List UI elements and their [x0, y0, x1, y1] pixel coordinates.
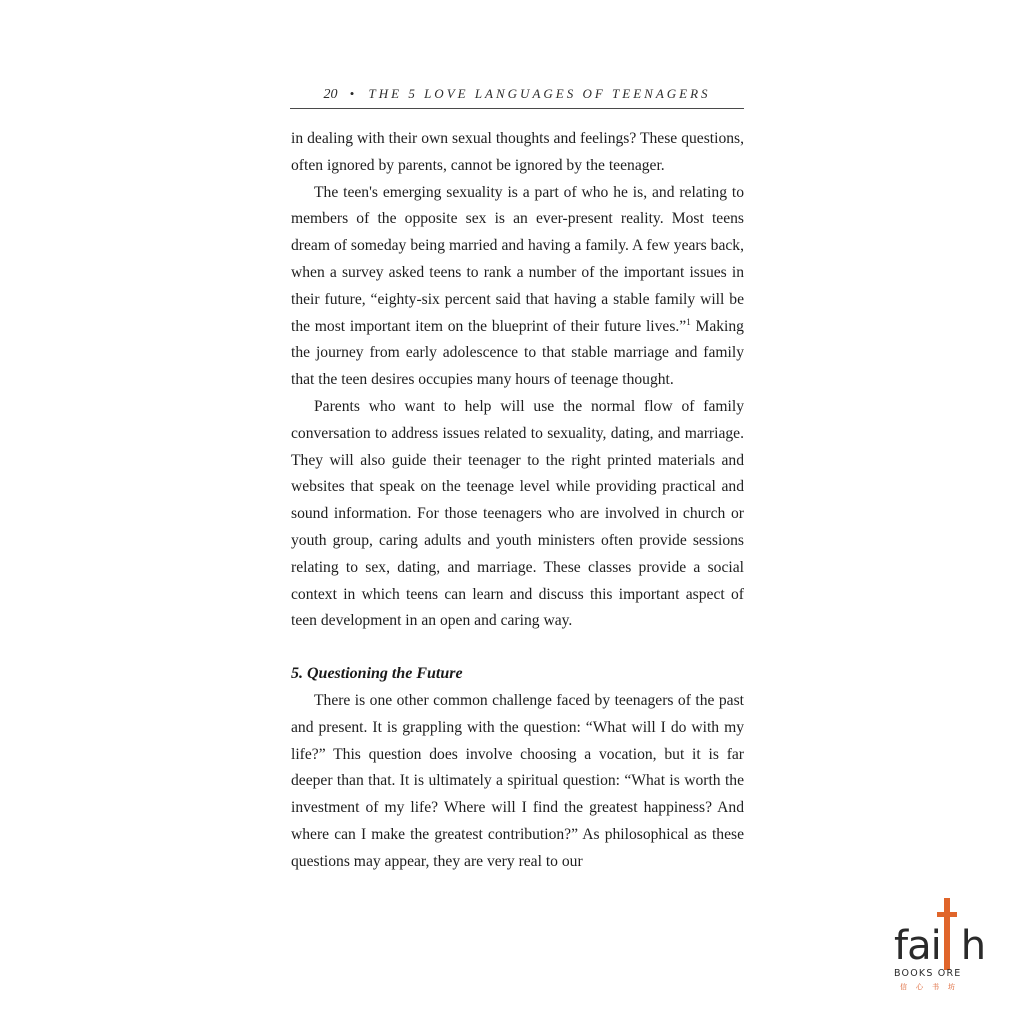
paragraph-2-continuation: Making the journey from early adolescence to that stable marriage and family that the teen desires occupies many hours of teenage thought. — [291, 317, 744, 389]
footnote-mark: 1 — [686, 316, 691, 327]
section-paragraph: There is one other common challenge faced by teenagers of the past and present. It is grappling with the question: “What will I do with my life?” This question does involve choosing a vocation, but it is far deeper than that. It is ultimately a spiritual question: “What is worth the investment of my life? Where will I find the greatest happiness? And where can I make the greatest contribution?” As philosophical as these questions may appear, they are very real to our — [291, 691, 744, 870]
faith-bookstore-logo — [890, 898, 990, 994]
logo-subtitle: BOOKS ORE — [894, 968, 962, 979]
running-head — [290, 86, 744, 106]
paragraph-2-text: The teen's emerging sexuality is a part of who he is, and relating to members of the opposite sex is an ever-present reality. Most teens dream of someday being married and having a family. A few years back, when a survey asked teens to rank a number of the important issues in their future, “eighty-six percent said that having a stable family will be the most important item on the blueprint of their future lives.” — [291, 183, 744, 335]
logo-chinese-text: 信心书坊 — [900, 983, 964, 991]
page-number: 20 — [323, 87, 338, 102]
logo-word-left: fai — [894, 923, 941, 969]
paragraph-3: Parents who want to help will use the normal flow of family conversation to address issues related to sexuality, dating, and marriage. They will also guide their teenager to the right printed materials and websites that speak on the teenage level while providing practical and sound information. For those teenagers who are involved in church or youth group, caring adults and youth ministers often provide sessions relating to sex, dating, and marriage. These classes provide a social context in which teens can learn and discuss this important aspect of teen development in an open and caring way. — [291, 397, 744, 630]
header-separator: • — [349, 86, 355, 101]
book-title: THE 5 LOVE LANGUAGES OF TEENAGERS — [368, 86, 711, 101]
paragraph-1: in dealing with their own sexual thoughts and feelings? These questions, often ignored by parents, cannot be ignored by the teenager. — [291, 130, 744, 174]
paragraph-2 — [291, 180, 744, 394]
body-text — [291, 126, 744, 876]
section-heading: 5. Questioning the Future — [291, 665, 463, 683]
logo-wordmark — [894, 922, 985, 970]
logo-word-right: h — [960, 923, 986, 969]
header-rule — [290, 108, 744, 109]
